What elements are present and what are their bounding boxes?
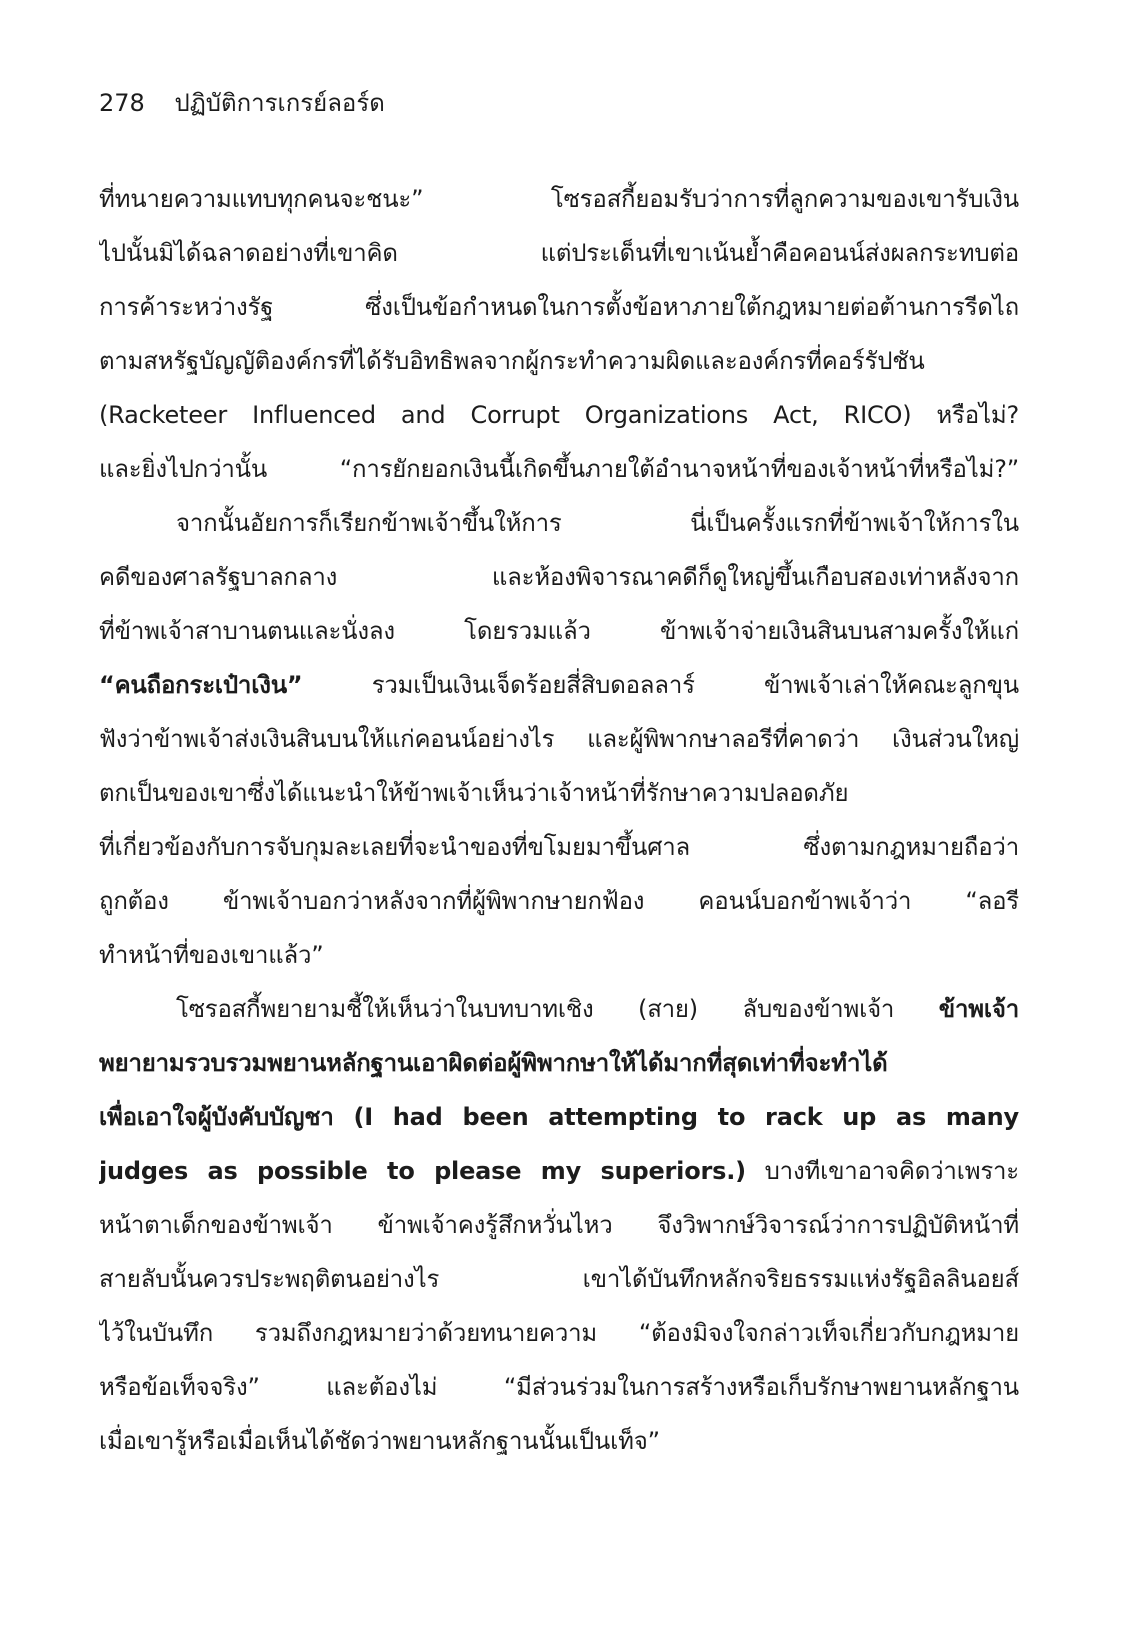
text-line: คดีของศาลรัฐบาลกลาง และห้องพิจารณาคดีก็ดูใหญ่ขึ้นเกือบสองเท่าหลังจาก xyxy=(99,563,1019,591)
paragraph-first-line: โซรอสกี้พยายามชี้ให้เห็นว่าในบทบาทเชิง (สาย) ลับของข้าพเจ้า ข้าพเจ้า xyxy=(176,995,1019,1023)
text-line: “คนถือกระเป๋าเงิน” รวมเป็นเงินเจ็ดร้อยสี่สิบดอลลาร์ ข้าพเจ้าเล่าให้คณะลูกขุน xyxy=(99,671,1019,699)
text-line: ถูกต้อง ข้าพเจ้าบอกว่าหลังจากที่ผู้พิพากษายกฟ้อง คอนน์บอกข้าพเจ้าว่า “ลอรี xyxy=(99,887,1019,915)
text-line: ฟังว่าข้าพเจ้าส่งเงินสินบนให้แก่คอนน์อย่างไร และผู้พิพากษาลอรีที่คาดว่า เงินส่วนใหญ่ xyxy=(99,725,1019,753)
body-text xyxy=(99,172,1019,1468)
text-line: ตามสหรัฐบัญญัติองค์กรที่ได้รับอิทธิพลจากผู้กระทำความผิดและองค์กรที่คอร์รัปชัน xyxy=(99,347,925,375)
running-title: ปฏิบัติการเกรย์ลอร์ด xyxy=(174,89,385,117)
text-line: judges as possible to please my superiors.) บางทีเขาอาจคิดว่าเพราะ xyxy=(99,1157,1019,1185)
bold-phrase: judges as possible to please my superiors.) xyxy=(99,1157,746,1185)
text-line: ทำหน้าที่ของเขาแล้ว” xyxy=(99,941,324,969)
text-line: การค้าระหว่างรัฐ ซึ่งเป็นข้อกำหนดในการตั้งข้อหาภายใต้กฎหมายต่อต้านการรีดไถ xyxy=(99,293,1019,321)
text-line: ที่ทนายความแทบทุกคนจะชนะ” โซรอสกี้ยอมรับว่าการที่ลูกความของเขารับเงิน xyxy=(99,185,1019,213)
text-line: (Racketeer Influenced and Corrupt Organizations Act, RICO) หรือไม่? xyxy=(99,401,1019,429)
text-line: ที่เกี่ยวข้องกับการจับกุมละเลยที่จะนำของที่ขโมยมาขึ้นศาล ซึ่งตามกฎหมายถือว่า xyxy=(99,833,1019,861)
text-line: ไว้ในบันทึก รวมถึงกฎหมายว่าด้วยทนายความ “ต้องมิจงใจกล่าวเท็จเกี่ยวกับกฎหมาย xyxy=(99,1319,1019,1347)
bold-text-line: พยายามรวบรวมพยานหลักฐานเอาผิดต่อผู้พิพากษาให้ได้มากที่สุดเท่าที่จะทำได้ xyxy=(99,1049,888,1077)
bold-phrase: ข้าพเจ้า xyxy=(938,995,1019,1023)
text-line: สายลับนั้นควรประพฤติตนอย่างไร เขาได้บันทึกหลักจริยธรรมแห่งรัฐอิลลินอยส์ xyxy=(99,1265,1019,1293)
bold-phrase: “คนถือกระเป๋าเงิน” xyxy=(99,671,303,699)
text-line: หน้าตาเด็กของข้าพเจ้า ข้าพเจ้าคงรู้สึกหวั่นไหว จึงวิพากษ์วิจารณ์ว่าการปฏิบัติหน้าที่ xyxy=(99,1211,1019,1239)
running-header xyxy=(99,83,385,123)
text-line: เมื่อเขารู้หรือเมื่อเห็นได้ชัดว่าพยานหลักฐานนั้นเป็นเท็จ” xyxy=(99,1427,660,1455)
text-line: ไปนั้นมิได้ฉลาดอย่างที่เขาคิด แต่ประเด็นที่เขาเน้นย้ำคือคอนน์ส่งผลกระทบต่อ xyxy=(99,239,1019,267)
text-line: ตกเป็นของเขาซึ่งได้แนะนำให้ข้าพเจ้าเห็นว่าเจ้าหน้าที่รักษาความปลอดภัย xyxy=(99,779,849,807)
text-line: หรือข้อเท็จจริง” และต้องไม่ “มีส่วนร่วมในการสร้างหรือเก็บรักษาพยานหลักฐาน xyxy=(99,1373,1019,1401)
text-line: ที่ข้าพเจ้าสาบานตนและนั่งลง โดยรวมแล้ว ข้าพเจ้าจ่ายเงินสินบนสามครั้งให้แก่ xyxy=(99,617,1019,645)
bold-text-line: เพื่อเอาใจผู้บังคับบัญชา (I had been attempting to rack up as many xyxy=(99,1103,1019,1131)
page-number: 278 xyxy=(99,89,145,117)
paragraph-first-line: จากนั้นอัยการก็เรียกข้าพเจ้าขึ้นให้การ นี่เป็นครั้งแรกที่ข้าพเจ้าให้การใน xyxy=(176,509,1019,537)
text-line: และยิ่งไปกว่านั้น “การยักยอกเงินนี้เกิดขึ้นภายใต้อำนาจหน้าที่ของเจ้าหน้าที่หรือไม่?” xyxy=(99,455,1019,483)
